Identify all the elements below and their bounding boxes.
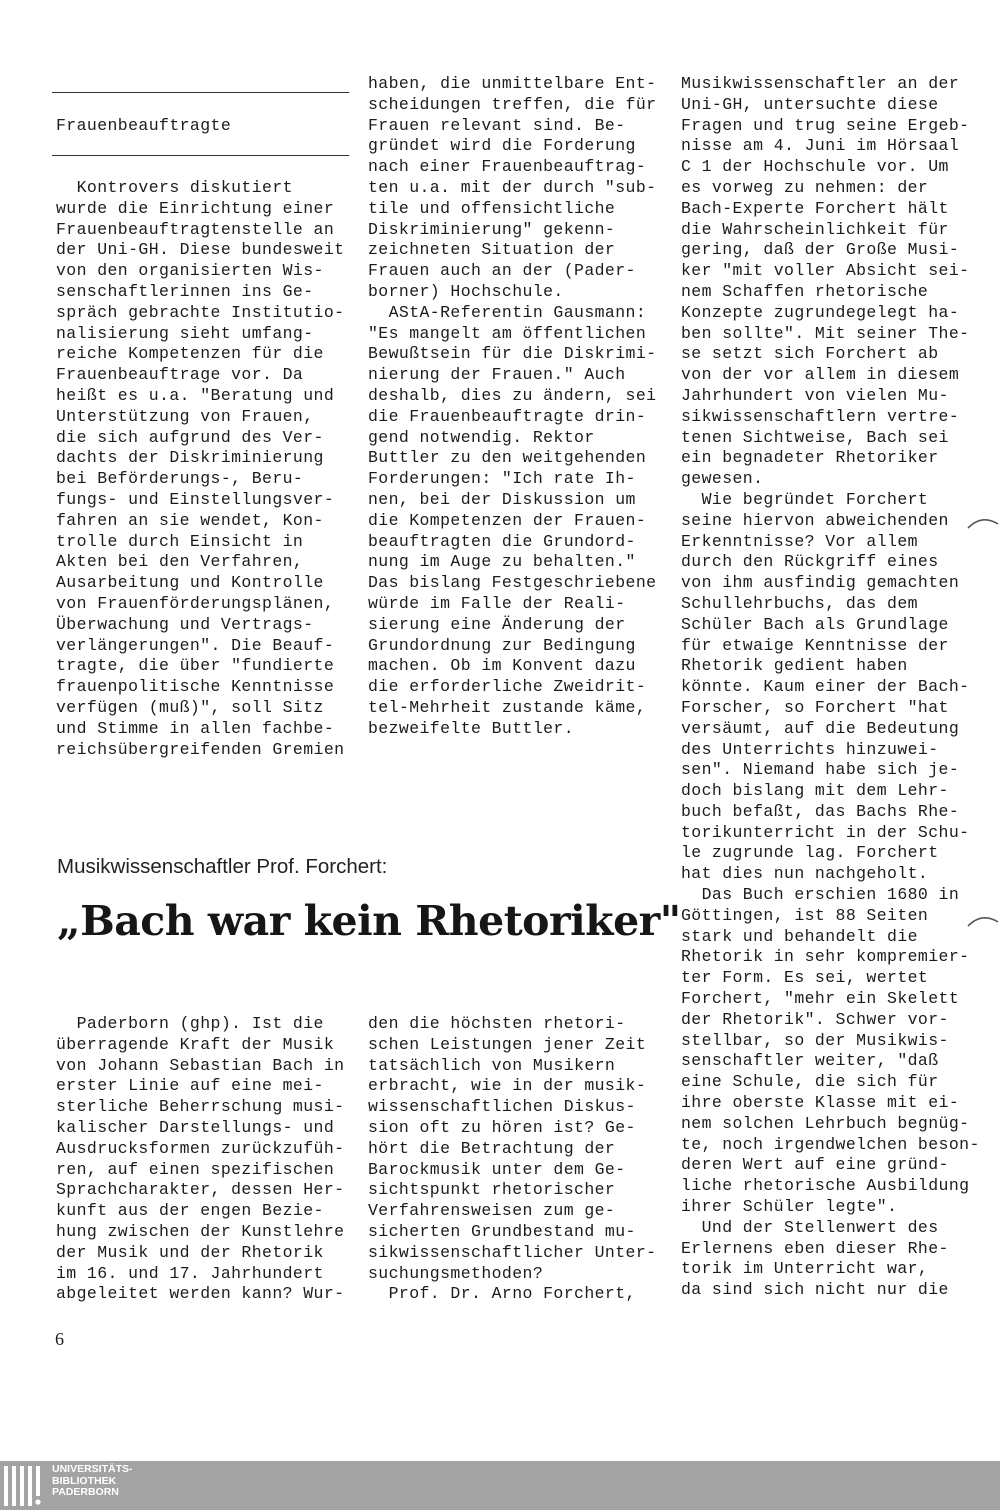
text-line: sierung eine Änderung der [368, 614, 626, 634]
text-line: sicherten Grundbestand mu- [368, 1221, 636, 1241]
text-line: seine hiervon abweichenden [681, 510, 949, 530]
text-line: nem solchen Lehrbuch begnüg- [681, 1113, 970, 1133]
text-line: überragende Kraft der Musik [56, 1034, 335, 1054]
text-line: die Wahrscheinlichkeit für [681, 219, 949, 239]
text-line: von ihm ausfindig gemachten [681, 573, 960, 593]
text-line: nung im Auge zu behalten." [368, 552, 636, 572]
text-line: durch den Rückgriff eines [681, 552, 939, 572]
text-line: der Uni-GH. Diese bundesweit [56, 240, 345, 260]
text-line: se setzt sich Forchert ab [681, 344, 939, 364]
text-line: im 16. und 17. Jahrhundert [56, 1263, 324, 1283]
text-line: von Johann Sebastian Bach in [56, 1055, 345, 1075]
text-line: Buttler zu den weitgehenden [368, 448, 647, 468]
text-line: gend notwendig. Rektor [368, 427, 595, 447]
text-line: hört die Betrachtung der [368, 1138, 616, 1158]
text-line: nierung der Frauen." Auch [368, 365, 626, 385]
text-line: von der vor allem in diesem [681, 365, 960, 385]
article2-column-2 [368, 1014, 656, 1305]
text-line: sen". Niemand habe sich je- [681, 760, 960, 780]
text-line: Verfahrensweisen zum ge- [368, 1201, 616, 1221]
text-line: Rhetorik in sehr kompremier- [681, 947, 970, 967]
text-line: verfügen (muß)", soll Sitz [56, 697, 324, 717]
text-line: von Frauenförderungsplänen, [56, 593, 335, 613]
text-line: Bach-Experte Forchert hält [681, 198, 949, 218]
punch-hole-mark-upper [966, 512, 1000, 532]
text-line: suchungsmethoden? [368, 1263, 544, 1283]
text-line: Forderungen: "Ich rate Ih- [368, 469, 636, 489]
text-line: versäumt, auf die Bedeutung [681, 718, 960, 738]
text-line: wissenschaftlichen Diskus- [368, 1097, 636, 1117]
text-line: und Stimme in allen fachbe- [56, 718, 335, 738]
text-line: beauftragten die Grundord- [368, 531, 636, 551]
text-line: sion oft zu hören ist? Ge- [368, 1117, 636, 1137]
text-line: Diskriminierung" gekenn- [368, 219, 616, 239]
text-line: für etwaige Kenntnisse der [681, 635, 949, 655]
text-line: Kontrovers diskutiert [56, 178, 293, 197]
section-label: Frauenbeauftragte [56, 116, 232, 135]
text-line: scheidungen treffen, die für [368, 94, 657, 114]
article2-column-1 [56, 1014, 344, 1305]
text-line: nisse am 4. Juni im Hörsaal [681, 136, 960, 156]
text-line: kunft aus der engen Bezie- [56, 1201, 324, 1221]
text-line: Das bislang Festgeschriebene [368, 573, 657, 593]
text-line: nach einer Frauenbeauftrag- [368, 157, 647, 177]
text-line: Forscher, so Forchert "hat [681, 697, 949, 717]
text-line: Bewußtsein für die Diskrimi- [368, 344, 657, 364]
text-line: Forchert, "mehr ein Skelett [681, 989, 960, 1009]
text-line: tel-Mehrheit zustande käme, [368, 697, 647, 717]
text-line: gewesen. [681, 469, 764, 489]
text-line: AStA-Referentin Gausmann: [368, 302, 647, 322]
text-line: Jahrhundert von vielen Mu- [681, 385, 949, 405]
text-line: fahren an sie wendet, Kon- [56, 510, 324, 530]
text-line: reiche Kompetenzen für die [56, 344, 324, 364]
text-line: der Musik und der Rhetorik [56, 1242, 324, 1262]
text-line: eine Schule, die sich für [681, 1072, 939, 1092]
text-line: des Unterrichts hinzuwei- [681, 739, 939, 759]
text-line: würde im Falle der Reali- [368, 593, 626, 613]
text-line: trolle durch Einsicht in [56, 531, 304, 551]
page-number: 6 [55, 1329, 64, 1349]
text-line: Prof. Dr. Arno Forchert, [368, 1284, 636, 1304]
text-line: tenen Sichtweise, Bach sei [681, 427, 949, 447]
text-line: Und der Stellenwert des [681, 1217, 939, 1237]
text-line: schen Leistungen jener Zeit [368, 1034, 647, 1054]
text-line: deren Wert auf eine gründ- [681, 1155, 949, 1175]
text-line: verlängerungen". Die Beauf- [56, 635, 335, 655]
text-line: erbracht, wie in der musik- [368, 1076, 647, 1096]
text-line: le zugrunde lag. Forchert [681, 843, 939, 863]
text-line: heißt es u.a. "Beratung und [56, 385, 335, 405]
text-line: Musikwissenschaftler an der [681, 74, 960, 93]
text-line: abgeleitet werden kann? Wur- [56, 1284, 345, 1304]
text-line: fungs- und Einstellungsver- [56, 489, 335, 509]
article2-column-3 [681, 74, 980, 1301]
text-line: Akten bei den Verfahren, [56, 552, 304, 572]
text-line: bezweifelte Buttler. [368, 718, 575, 738]
text-line: machen. Ob im Konvent dazu [368, 656, 636, 676]
text-line: die erforderliche Zweidrit- [368, 677, 647, 697]
text-line: reichsübergreifenden Gremien [56, 739, 345, 759]
text-line: ren, auf einen spezifischen [56, 1159, 335, 1179]
text-line: haben, die unmittelbare Ent- [368, 74, 657, 93]
text-line: gründet wird die Forderung [368, 136, 636, 156]
text-line: Frauen relevant sind. Be- [368, 115, 626, 135]
text-line: tile und offensichtliche [368, 198, 616, 218]
article1-column-2 [368, 74, 656, 740]
text-line: Sprachcharakter, dessen Her- [56, 1180, 345, 1200]
text-line: Rhetorik gedient haben [681, 656, 908, 676]
text-line: senschaftler weiter, "daß [681, 1051, 939, 1071]
text-line: liche rhetorische Ausbildung [681, 1176, 970, 1196]
text-line: erster Linie auf eine mei- [56, 1076, 324, 1096]
text-line: ben sollte". Mit seiner The- [681, 323, 970, 343]
text-line: ten u.a. mit der durch "sub- [368, 177, 657, 197]
library-logo-icon [4, 1466, 44, 1506]
text-line: stellbar, so der Musikwis- [681, 1030, 949, 1050]
article-headline: „Bach war kein Rhetoriker" [57, 897, 681, 945]
text-line: Erlernens eben dieser Rhe- [681, 1238, 949, 1258]
article-kicker: Musikwissenschaftler Prof. Forchert: [57, 855, 388, 878]
text-line: Unterstützung von Frauen, [56, 406, 314, 426]
text-line: Schullehrbuchs, das dem [681, 593, 918, 613]
text-line: Grundordnung zur Bedingung [368, 635, 636, 655]
text-line: kalischer Darstellungs- und [56, 1117, 335, 1137]
text-line: Wie begründet Forchert [681, 489, 929, 509]
text-line: torikunterricht in der Schu- [681, 822, 970, 842]
library-logo-line: PADERBORN [52, 1486, 119, 1498]
text-line: senschaftlerinnen ins Ge- [56, 281, 314, 301]
text-line: sichtspunkt rhetorischer [368, 1180, 616, 1200]
text-line: Das Buch erschien 1680 in [681, 885, 960, 905]
text-line: ihrer Schüler legte". [681, 1197, 898, 1217]
text-line: hung zwischen der Kunstlehre [56, 1221, 345, 1241]
text-line: hat dies nun nachgeholt. [681, 864, 929, 884]
text-line: Ausarbeitung und Kontrolle [56, 573, 324, 593]
text-line: doch bislang mit dem Lehr- [681, 781, 949, 801]
library-logo-text [52, 1464, 133, 1499]
text-line: zeichneten Situation der [368, 240, 616, 260]
text-line: den die höchsten rhetori- [368, 1014, 626, 1033]
library-logo-line: UNIVERSITÄTS- [52, 1463, 133, 1475]
text-line: da sind sich nicht nur die [681, 1280, 949, 1300]
text-line: nen, bei der Diskussion um [368, 489, 636, 509]
text-line: spräch gebrachte Institutio- [56, 302, 345, 322]
punch-hole-mark-lower [966, 910, 1000, 930]
text-line: Göttingen, ist 88 Seiten [681, 905, 929, 925]
text-line: Frauen auch an der (Pader- [368, 261, 636, 281]
text-line: wurde die Einrichtung einer [56, 198, 335, 218]
text-line: Überwachung und Vertrags- [56, 614, 314, 634]
text-line: torik im Unterricht war, [681, 1259, 929, 1279]
text-line: von den organisierten Wis- [56, 261, 324, 281]
text-line: die Kompetenzen der Frauen- [368, 510, 647, 530]
text-line: ter Form. Es sei, wertet [681, 968, 929, 988]
section-rule-top [52, 92, 349, 93]
text-line: Barockmusik unter dem Ge- [368, 1159, 626, 1179]
text-line: stark und behandelt die [681, 926, 918, 946]
text-line: nem Schaffen rhetorische [681, 281, 929, 301]
text-line: Uni-GH, untersuchte diese [681, 94, 939, 114]
text-line: der Rhetorik". Schwer vor- [681, 1009, 949, 1029]
text-line: Frauenbeauftrage vor. Da [56, 365, 304, 385]
text-line: gering, daß der Große Musi- [681, 240, 960, 260]
text-line: te, noch irgendwelchen beson- [681, 1134, 980, 1154]
library-logo-line: BIBLIOTHEK [52, 1474, 117, 1487]
text-line: dachts der Diskriminierung [56, 448, 324, 468]
text-line: ihre oberste Klasse mit ei- [681, 1093, 960, 1113]
text-line: deshalb, dies zu ändern, sei [368, 385, 657, 405]
section-rule-bottom [52, 155, 349, 156]
text-line: ker "mit voller Absicht sei- [681, 261, 970, 281]
text-line: nalisierung sieht umfang- [56, 323, 314, 343]
text-line: tragte, die über "fundierte [56, 656, 335, 676]
text-line: frauenpolitische Kenntnisse [56, 677, 335, 697]
text-line: "Es mangelt am öffentlichen [368, 323, 647, 343]
text-line: tatsächlich von Musikern [368, 1055, 616, 1075]
text-line: Ausdrucksformen zurückzufüh- [56, 1138, 345, 1158]
text-line: könnte. Kaum einer der Bach- [681, 677, 970, 697]
text-line: Fragen und trug seine Ergeb- [681, 115, 970, 135]
text-line: Frauenbeauftragtenstelle an [56, 219, 335, 239]
text-line: buch befaßt, das Bachs Rhe- [681, 801, 960, 821]
text-line: C 1 der Hochschule vor. Um [681, 157, 949, 177]
text-line: es vorweg zu nehmen: der [681, 177, 929, 197]
text-line: sikwissenschaftlern vertre- [681, 406, 960, 426]
text-line: sikwissenschaftlicher Unter- [368, 1242, 657, 1262]
text-line: ein begnadeter Rhetoriker [681, 448, 939, 468]
text-line: Paderborn (ghp). Ist die [56, 1014, 324, 1033]
text-line: die sich aufgrund des Ver- [56, 427, 324, 447]
text-line: bei Beförderungs-, Beru- [56, 469, 304, 489]
text-line: Schüler Bach als Grundlage [681, 614, 949, 634]
footer-bar [0, 1461, 1000, 1510]
text-line: Konzepte zugrundegelegt ha- [681, 302, 960, 322]
article1-column-1 [56, 178, 344, 760]
text-line: borner) Hochschule. [368, 281, 564, 301]
text-line: sterliche Beherrschung musi- [56, 1097, 345, 1117]
text-line: Erkenntnisse? Vor allem [681, 531, 918, 551]
text-line: die Frauenbeauftragte drin- [368, 406, 647, 426]
